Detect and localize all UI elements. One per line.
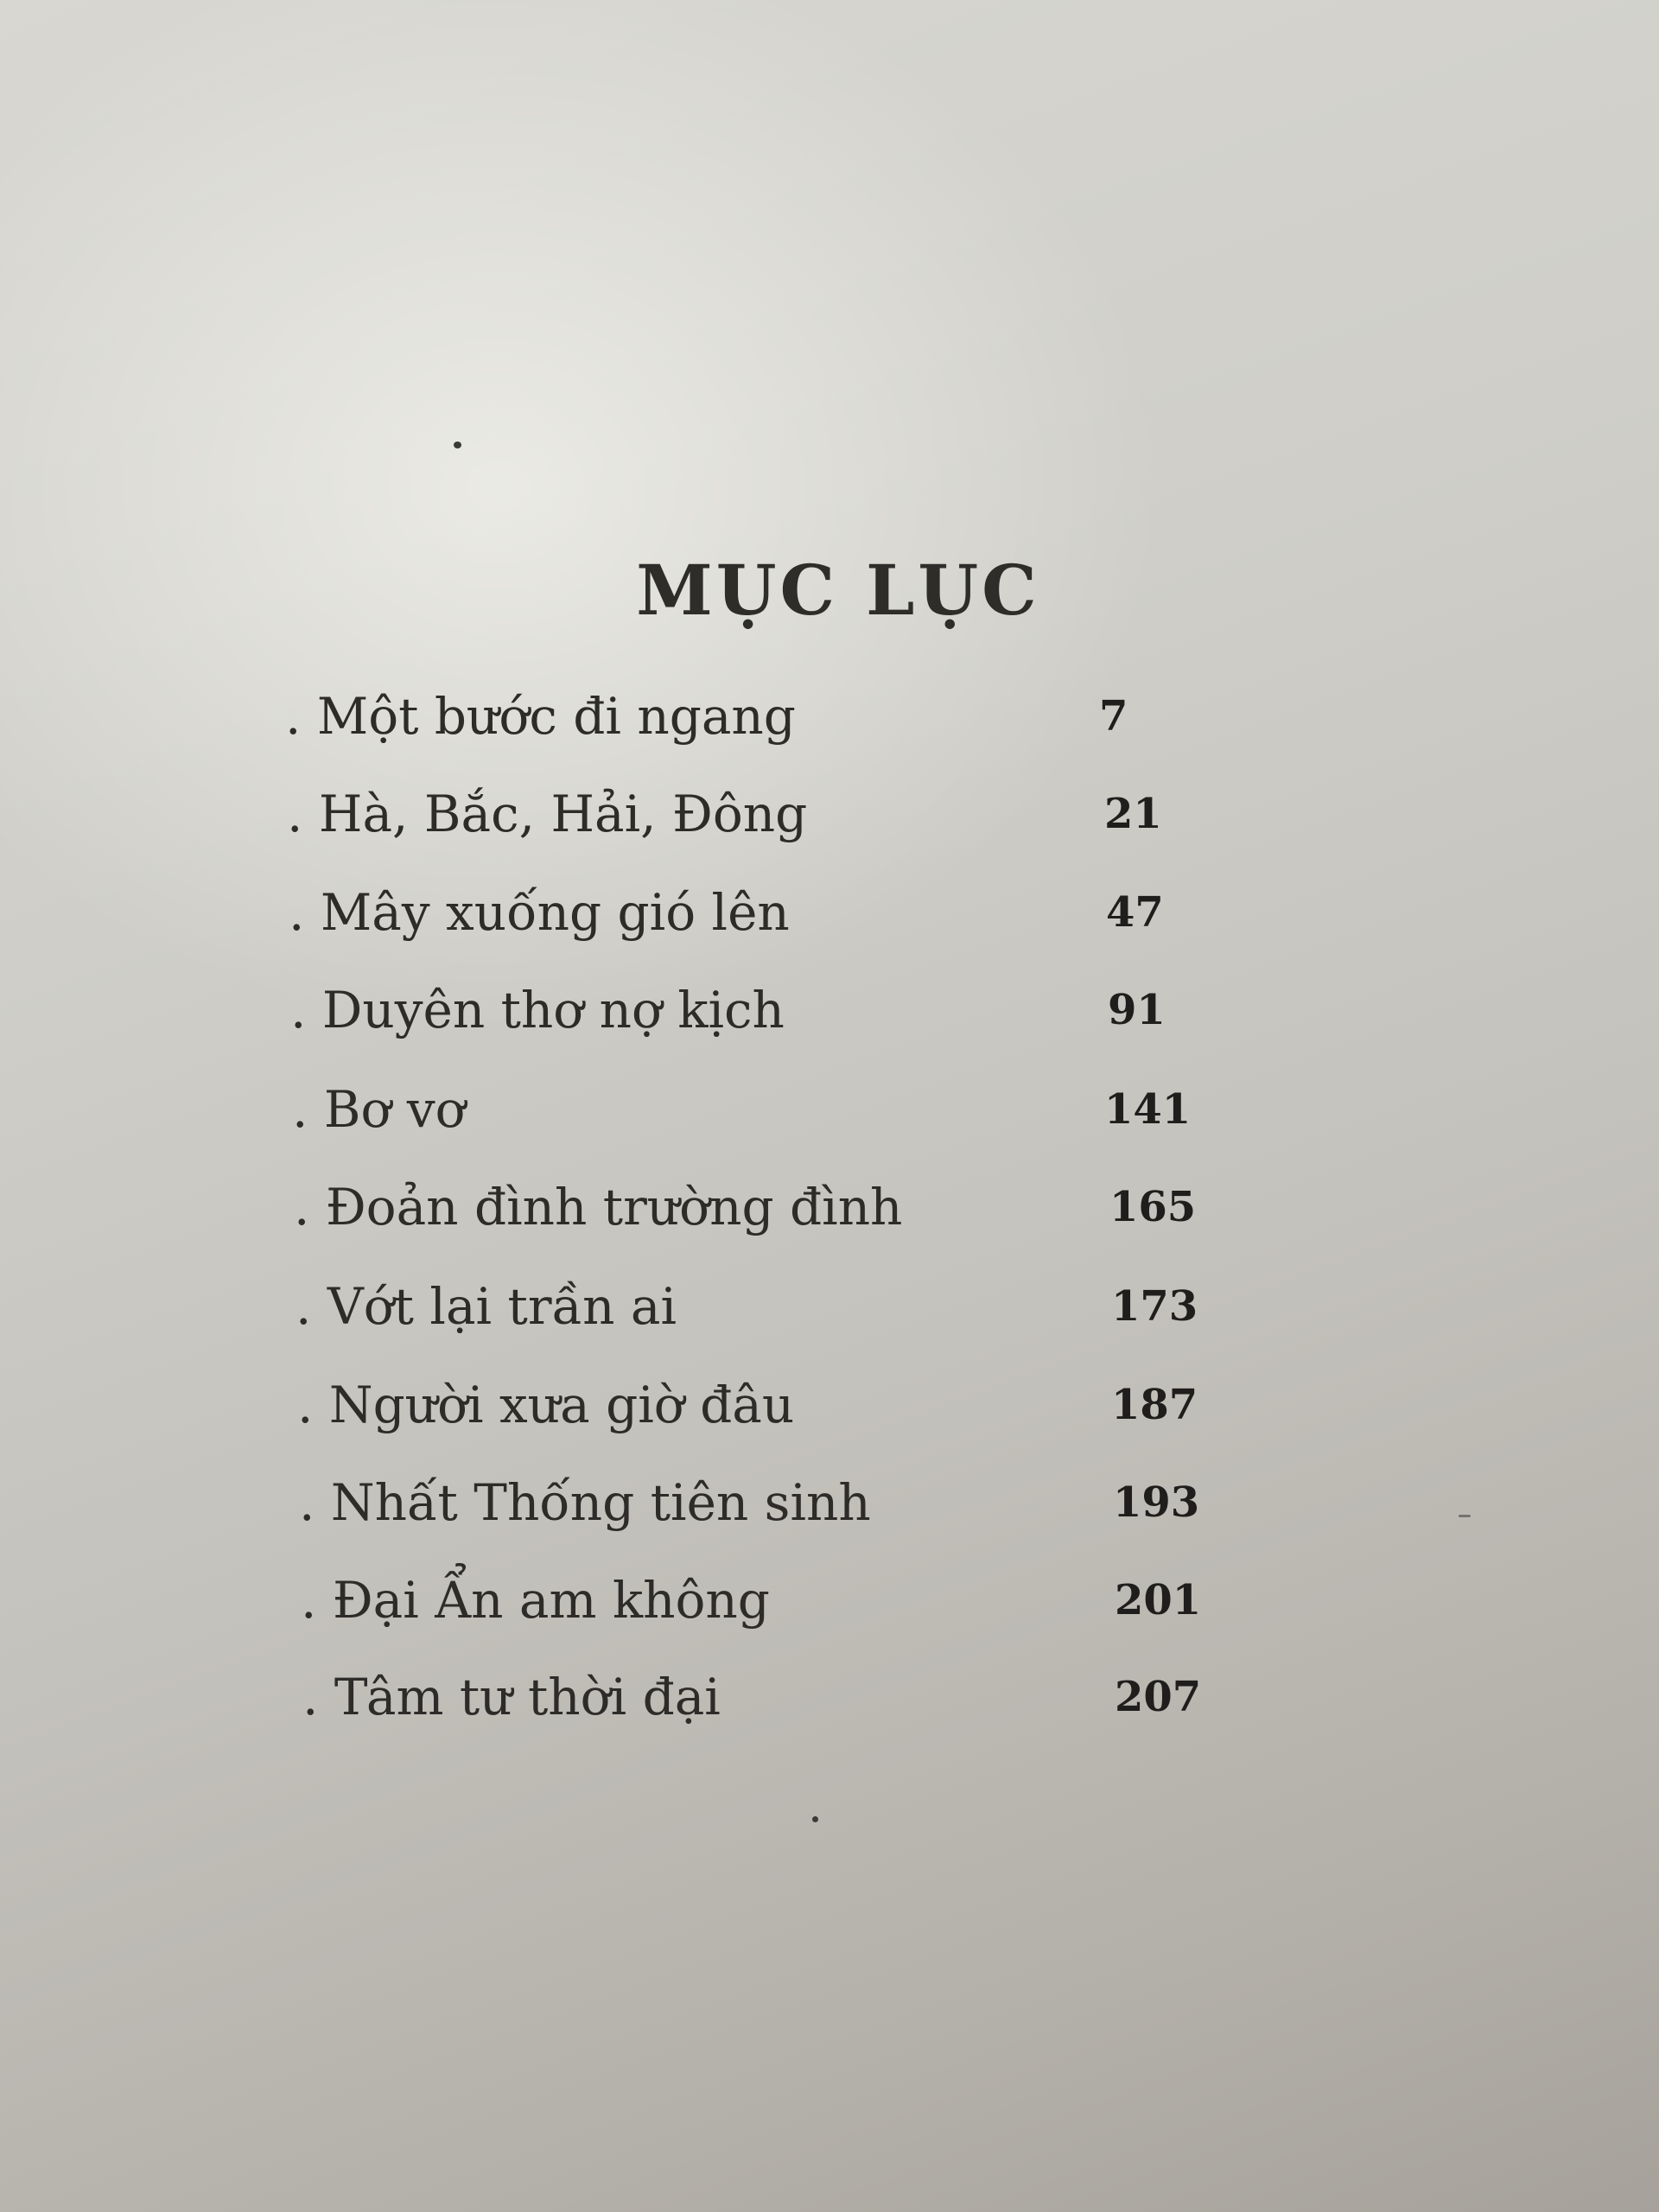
toc-entry-title: . Người xưa giờ đâu bbox=[297, 1376, 795, 1434]
toc-entry-title: . Đoản đình trường đình bbox=[294, 1178, 903, 1236]
toc-entry-title: . Hà, Bắc, Hải, Đông bbox=[287, 785, 808, 843]
toc-entry-title: . Vớt lại trần ai bbox=[296, 1277, 677, 1336]
toc-entry-page: 47 bbox=[1106, 888, 1164, 937]
toc-entry-title: . Đại Ẩn am không bbox=[301, 1571, 770, 1630]
toc-entry-page: 201 bbox=[1115, 1576, 1202, 1624]
toc-entry-title: . Bơ vơ bbox=[292, 1080, 466, 1139]
toc-entry-title: . Nhất Thống tiên sinh bbox=[299, 1473, 871, 1532]
toc-entry-page: 91 bbox=[1108, 986, 1166, 1034]
toc-entry-page: 7 bbox=[1099, 692, 1128, 741]
toc-entry-title: . Mây xuống gió lên bbox=[289, 883, 790, 942]
toc-entry-page: 207 bbox=[1115, 1673, 1202, 1721]
toc-entry-title: . Một bước đi ngang bbox=[285, 687, 796, 746]
toc-entry-page: 187 bbox=[1111, 1381, 1198, 1429]
toc-entry-page: 173 bbox=[1111, 1282, 1198, 1331]
toc-entry-title: . Duyên thơ nợ kịch bbox=[290, 981, 785, 1039]
toc-entry-page: 193 bbox=[1113, 1478, 1200, 1527]
toc-entry-page: 21 bbox=[1104, 790, 1162, 838]
toc-entry-page: 165 bbox=[1109, 1183, 1197, 1231]
page-title: MỤC LỤC bbox=[636, 549, 1040, 631]
toc-entry-page: 141 bbox=[1104, 1085, 1192, 1134]
toc-entry-title: . Tâm tư thời đại bbox=[302, 1668, 721, 1726]
